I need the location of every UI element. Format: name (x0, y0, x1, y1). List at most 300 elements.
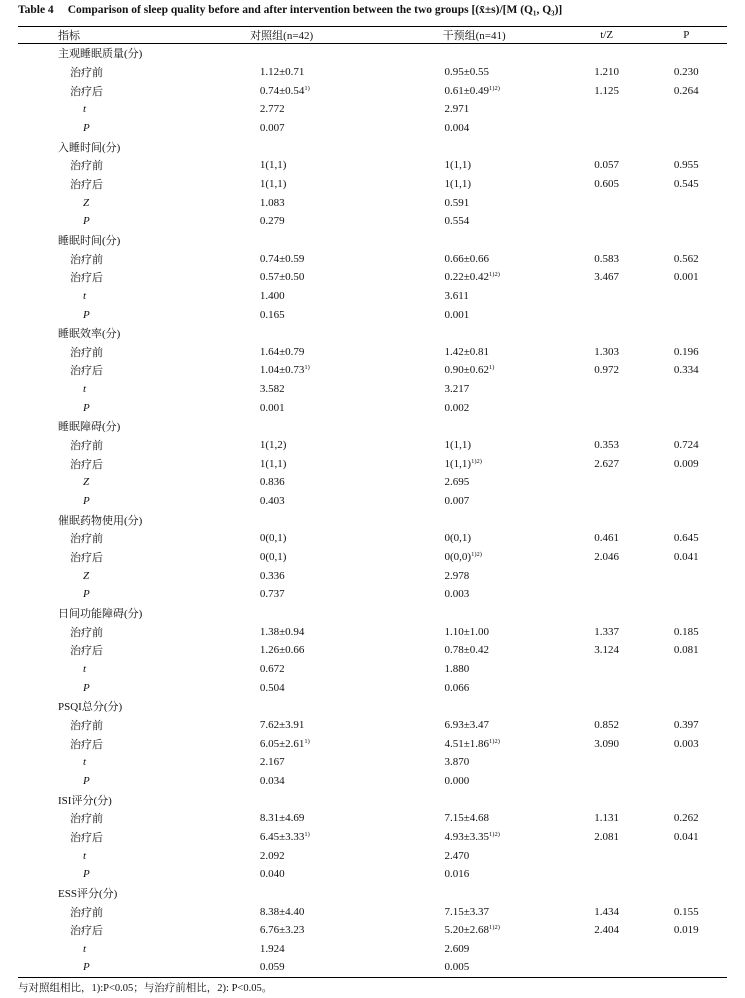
intervention-value-value: 1(1,1) (444, 457, 472, 470)
control-value (183, 753, 381, 772)
intervention-value-value: 1.880 (444, 662, 470, 675)
intervention-value-value: 5.20±2.68 (444, 924, 490, 937)
p-value (646, 566, 727, 585)
category-label (18, 790, 727, 809)
control-value (183, 343, 381, 362)
stat-row (18, 119, 727, 138)
category-row (18, 604, 727, 623)
row-label-value: P (83, 121, 90, 134)
control-value-footnote-mark: 1) (304, 84, 310, 92)
intervention-value (380, 940, 567, 959)
category-row (18, 44, 727, 63)
category-row (18, 137, 727, 156)
control-value-value: 1(1,1) (259, 159, 287, 172)
row-label-value: 治疗前 (70, 906, 103, 919)
intervention-value-value: 0(0,1) (444, 532, 472, 545)
row-label-value: 治疗后 (70, 458, 103, 471)
test-stat-value-value: 1.131 (594, 812, 620, 825)
row-label-value: 治疗前 (70, 346, 103, 359)
row-label (18, 436, 183, 455)
intervention-value-value: 3.611 (444, 289, 469, 302)
control-value-value: 1(1,1) (259, 457, 287, 470)
intervention-value (380, 454, 567, 473)
row-label (18, 268, 183, 287)
intervention-value-footnote-mark: 1)2) (489, 737, 500, 745)
stat-row (18, 772, 727, 791)
row-label-value: 治疗前 (70, 66, 103, 79)
test-stat-value (568, 548, 646, 567)
control-value-value: 6.76±3.23 (259, 924, 305, 937)
intervention-value (380, 529, 567, 548)
row-label (18, 529, 183, 548)
category-label-value: 睡眠障碍(分) (58, 421, 121, 434)
control-value (183, 492, 381, 511)
control-value (183, 641, 381, 660)
data-row (18, 63, 727, 82)
p-value-value: 0.562 (673, 252, 699, 265)
test-stat-value (568, 436, 646, 455)
p-value (646, 305, 727, 324)
intervention-value (380, 100, 567, 119)
control-value (183, 940, 381, 959)
intervention-value (380, 63, 567, 82)
p-value-value: 0.645 (673, 532, 699, 545)
p-value-value: 0.041 (673, 551, 699, 564)
control-value (183, 119, 381, 138)
test-stat-value-value: 0.353 (594, 439, 620, 452)
p-value-value: 0.081 (673, 644, 699, 657)
test-stat-value (568, 473, 646, 492)
test-stat-value-value: 0.972 (594, 364, 620, 377)
row-label (18, 473, 183, 492)
p-value-value: 0.262 (673, 812, 699, 825)
control-value-value: 0.034 (259, 774, 285, 787)
control-value (183, 566, 381, 585)
p-value (646, 529, 727, 548)
p-value (646, 454, 727, 473)
row-label (18, 846, 183, 865)
test-stat-value-value: 0.852 (594, 718, 620, 731)
test-stat-value-value: 0.605 (594, 177, 620, 190)
stat-row (18, 100, 727, 119)
control-value-value: 0.040 (259, 868, 285, 881)
control-value (183, 175, 381, 194)
test-stat-value (568, 958, 646, 977)
p-value (646, 921, 727, 940)
control-value (183, 828, 381, 847)
control-value-value: 6.45±3.33 (259, 830, 305, 843)
control-value (183, 380, 381, 399)
p-value-value: 0.196 (673, 345, 699, 358)
intervention-value-value: 0.004 (444, 121, 470, 134)
intervention-value (380, 566, 567, 585)
category-label-value: ISI评分(分) (58, 794, 112, 807)
test-stat-value (568, 772, 646, 791)
table-caption (18, 4, 562, 16)
test-stat-value (568, 585, 646, 604)
intervention-value-footnote-mark: 1) (489, 364, 495, 372)
test-stat-value (568, 63, 646, 82)
control-value-value: 1.04±0.73 (259, 364, 305, 377)
row-label (18, 175, 183, 194)
intervention-value (380, 492, 567, 511)
intervention-value (380, 753, 567, 772)
intervention-value-value: 0.61±0.49 (444, 84, 490, 97)
intervention-value-value: 2.470 (444, 849, 470, 862)
stat-row (18, 865, 727, 884)
category-row (18, 510, 727, 529)
data-row (18, 716, 727, 735)
test-stat-value-value: 0.583 (594, 252, 620, 265)
control-value (183, 772, 381, 791)
data-row (18, 902, 727, 921)
p-value (646, 436, 727, 455)
data-row (18, 249, 727, 268)
table-label: Table 4 (18, 4, 54, 16)
p-value (646, 100, 727, 119)
category-row (18, 231, 727, 250)
intervention-value (380, 921, 567, 940)
intervention-value-value: 0.001 (444, 308, 470, 321)
p-value-value: 0.955 (673, 159, 699, 172)
category-label (18, 231, 727, 250)
control-value (183, 473, 381, 492)
category-label (18, 884, 727, 903)
row-label-value: 治疗前 (70, 253, 103, 266)
p-value-value: 0.155 (673, 905, 699, 918)
control-value (183, 734, 381, 753)
intervention-value (380, 846, 567, 865)
control-value (183, 902, 381, 921)
control-value-value: 1.924 (259, 942, 285, 955)
test-stat-value-value: 2.081 (594, 830, 620, 843)
stat-row (18, 492, 727, 511)
control-value (183, 454, 381, 473)
p-value (646, 193, 727, 212)
data-row (18, 921, 727, 940)
test-stat-value (568, 100, 646, 119)
intervention-value (380, 305, 567, 324)
p-value (646, 473, 727, 492)
test-stat-value-value: 3.467 (594, 271, 620, 284)
control-value-value: 8.38±4.40 (259, 905, 305, 918)
control-value (183, 249, 381, 268)
p-value-value: 0.724 (673, 439, 699, 452)
intervention-value (380, 193, 567, 212)
intervention-value-value: 0.554 (444, 215, 470, 228)
p-value (646, 548, 727, 567)
row-label-value: P (83, 401, 90, 414)
category-row (18, 697, 727, 716)
intervention-value (380, 772, 567, 791)
category-label-value: 催眠药物使用(分) (58, 514, 143, 527)
test-stat-value (568, 865, 646, 884)
intervention-value-value: 0(0,0) (444, 551, 472, 564)
intervention-value-value: 0.000 (444, 774, 470, 787)
control-value (183, 585, 381, 604)
p-value (646, 641, 727, 660)
data-row (18, 622, 727, 641)
test-stat-value-value: 0.461 (594, 532, 620, 545)
p-value (646, 268, 727, 287)
row-label (18, 678, 183, 697)
intervention-value-footnote-mark: 1)2) (471, 551, 482, 559)
row-label (18, 716, 183, 735)
test-stat-value-value: 1.125 (594, 84, 620, 97)
stat-row (18, 212, 727, 231)
row-label-value: 治疗后 (70, 178, 103, 191)
stat-row (18, 940, 727, 959)
row-label (18, 361, 183, 380)
row-label (18, 81, 183, 100)
control-value-footnote-mark: 1) (304, 364, 310, 372)
test-stat-value (568, 398, 646, 417)
intervention-value-footnote-mark: 1)2) (471, 457, 482, 465)
test-stat-value (568, 734, 646, 753)
row-label (18, 828, 183, 847)
row-label (18, 566, 183, 585)
table-body (18, 44, 727, 978)
intervention-value-footnote-mark: 1)2) (489, 830, 500, 838)
p-value (646, 809, 727, 828)
intervention-value-value: 0.007 (444, 495, 470, 508)
stat-row (18, 753, 727, 772)
control-value-value: 2.772 (259, 103, 285, 116)
stat-row (18, 678, 727, 697)
p-value-value: 0.001 (673, 271, 699, 284)
control-value (183, 529, 381, 548)
test-stat-value (568, 678, 646, 697)
p-value (646, 492, 727, 511)
intervention-value (380, 287, 567, 306)
p-value (646, 958, 727, 977)
row-label (18, 865, 183, 884)
test-stat-value (568, 249, 646, 268)
control-value-value: 0.74±0.54 (259, 84, 305, 97)
stat-row (18, 958, 727, 977)
test-stat-value (568, 212, 646, 231)
control-value (183, 921, 381, 940)
data-row (18, 81, 727, 100)
p-value (646, 380, 727, 399)
intervention-value (380, 175, 567, 194)
test-stat-value-value: 3.124 (594, 644, 620, 657)
control-value (183, 809, 381, 828)
row-label (18, 660, 183, 679)
test-stat-value (568, 454, 646, 473)
control-value-value: 0.74±0.59 (259, 252, 305, 265)
row-label (18, 548, 183, 567)
row-label-value: Z (83, 196, 90, 209)
row-label (18, 305, 183, 324)
data-row (18, 343, 727, 362)
row-label (18, 809, 183, 828)
row-label-value: P (83, 308, 90, 321)
control-value-value: 1.400 (259, 289, 285, 302)
table-title: Comparison of sleep quality before and after intervention between the two groups [(x̄±s)/[M (Q₁, Q₃)] (67, 4, 563, 16)
control-value (183, 716, 381, 735)
row-label-value: 治疗后 (70, 272, 103, 285)
intervention-value (380, 119, 567, 138)
intervention-value-value: 0.66±0.66 (444, 252, 490, 265)
stat-row (18, 473, 727, 492)
control-value-value: 0.001 (259, 401, 285, 414)
p-value (646, 622, 727, 641)
control-value (183, 398, 381, 417)
control-value-value: 1.083 (259, 196, 285, 209)
intervention-value-value: 3.870 (444, 756, 470, 769)
test-stat-value (568, 193, 646, 212)
control-value-value: 0.059 (259, 961, 285, 974)
intervention-value-value: 0.90±0.62 (444, 364, 490, 377)
intervention-value-value: 0.003 (444, 588, 470, 601)
test-stat-value-value: 1.434 (594, 905, 620, 918)
intervention-value-footnote-mark: 1)2) (489, 84, 500, 92)
data-row (18, 175, 727, 194)
intervention-value (380, 212, 567, 231)
intervention-value-value: 3.217 (444, 383, 470, 396)
intervention-value (380, 436, 567, 455)
category-label-value: 睡眠时间(分) (58, 234, 121, 247)
intervention-value (380, 622, 567, 641)
p-value-value: 0.545 (673, 177, 699, 190)
row-label-value: 治疗后 (70, 645, 103, 658)
row-label-value: 治疗前 (70, 813, 103, 826)
test-stat-value-value: 0.057 (594, 159, 620, 172)
control-value-value: 0.836 (259, 476, 285, 489)
row-label (18, 641, 183, 660)
p-value (646, 249, 727, 268)
row-label-value: t (83, 383, 87, 396)
row-label-value: 治疗前 (70, 719, 103, 732)
intervention-value (380, 902, 567, 921)
intervention-value (380, 809, 567, 828)
row-label (18, 193, 183, 212)
category-label-value: 睡眠效率(分) (58, 328, 121, 341)
row-label (18, 622, 183, 641)
data-row (18, 809, 727, 828)
row-label-value: t (83, 662, 87, 675)
p-value (646, 678, 727, 697)
intervention-value (380, 398, 567, 417)
test-stat-value-value: 1.303 (594, 345, 620, 358)
row-label (18, 100, 183, 119)
test-stat-value (568, 846, 646, 865)
test-stat-value-value: 2.046 (594, 551, 620, 564)
control-value-value: 0.279 (259, 215, 285, 228)
data-row (18, 361, 727, 380)
category-label (18, 137, 727, 156)
p-value (646, 287, 727, 306)
stat-row (18, 398, 727, 417)
intervention-value-value: 2.609 (444, 942, 470, 955)
control-value-value: 1(1,2) (259, 439, 287, 452)
test-stat-value (568, 305, 646, 324)
category-row (18, 884, 727, 903)
intervention-value (380, 865, 567, 884)
p-value (646, 343, 727, 362)
p-value (646, 660, 727, 679)
test-stat-value (568, 753, 646, 772)
control-value-value: 1.64±0.79 (259, 345, 305, 358)
stat-row (18, 566, 727, 585)
intervention-value-value: 1(1,1) (444, 159, 472, 172)
intervention-value-value: 1.10±1.00 (444, 625, 490, 638)
p-value (646, 63, 727, 82)
row-label-value: 治疗后 (70, 738, 103, 751)
intervention-value-value: 6.93±3.47 (444, 718, 490, 731)
row-label-value: t (83, 289, 87, 302)
p-value (646, 119, 727, 138)
header-p: P (646, 27, 727, 44)
category-label-value: PSQI总分(分) (58, 701, 123, 714)
test-stat-value (568, 566, 646, 585)
category-label (18, 324, 727, 343)
p-value (646, 81, 727, 100)
control-value-value: 0.672 (259, 662, 285, 675)
row-label (18, 398, 183, 417)
control-value (183, 63, 381, 82)
data-row (18, 548, 727, 567)
category-label-value: 主观睡眠质量(分) (58, 48, 143, 61)
test-stat-value (568, 809, 646, 828)
category-row (18, 324, 727, 343)
p-value-value: 0.019 (673, 924, 699, 937)
control-value-value: 0.007 (259, 121, 285, 134)
control-value-value: 0(0,1) (259, 532, 287, 545)
control-value-value: 7.62±3.91 (259, 718, 305, 731)
data-row (18, 454, 727, 473)
control-value-value: 1.38±0.94 (259, 625, 305, 638)
row-label (18, 772, 183, 791)
p-value (646, 772, 727, 791)
intervention-value (380, 734, 567, 753)
intervention-value (380, 473, 567, 492)
p-value (646, 846, 727, 865)
data-row (18, 734, 727, 753)
control-value (183, 361, 381, 380)
row-label-value: P (83, 215, 90, 228)
p-value (646, 361, 727, 380)
test-stat-value (568, 716, 646, 735)
test-stat-value (568, 921, 646, 940)
category-row (18, 417, 727, 436)
data-row (18, 828, 727, 847)
intervention-value (380, 380, 567, 399)
control-value (183, 865, 381, 884)
row-label-value: 治疗后 (70, 831, 103, 844)
data-row (18, 529, 727, 548)
control-value (183, 193, 381, 212)
row-label-value: P (83, 681, 90, 694)
row-label (18, 212, 183, 231)
control-value-value: 1.12±0.71 (259, 65, 305, 78)
control-value-value: 6.05±2.61 (259, 737, 305, 750)
control-value-value: 1.26±0.66 (259, 644, 305, 657)
row-label (18, 921, 183, 940)
row-label-value: 治疗后 (70, 552, 103, 565)
row-label-value: 治疗前 (70, 160, 103, 173)
intervention-value-value: 0.95±0.55 (444, 65, 490, 78)
stat-row (18, 193, 727, 212)
control-value (183, 678, 381, 697)
stat-row (18, 380, 727, 399)
row-label (18, 585, 183, 604)
test-stat-value (568, 660, 646, 679)
control-value-value: 0.504 (259, 681, 285, 694)
row-label-value: 治疗后 (70, 365, 103, 378)
control-value (183, 436, 381, 455)
